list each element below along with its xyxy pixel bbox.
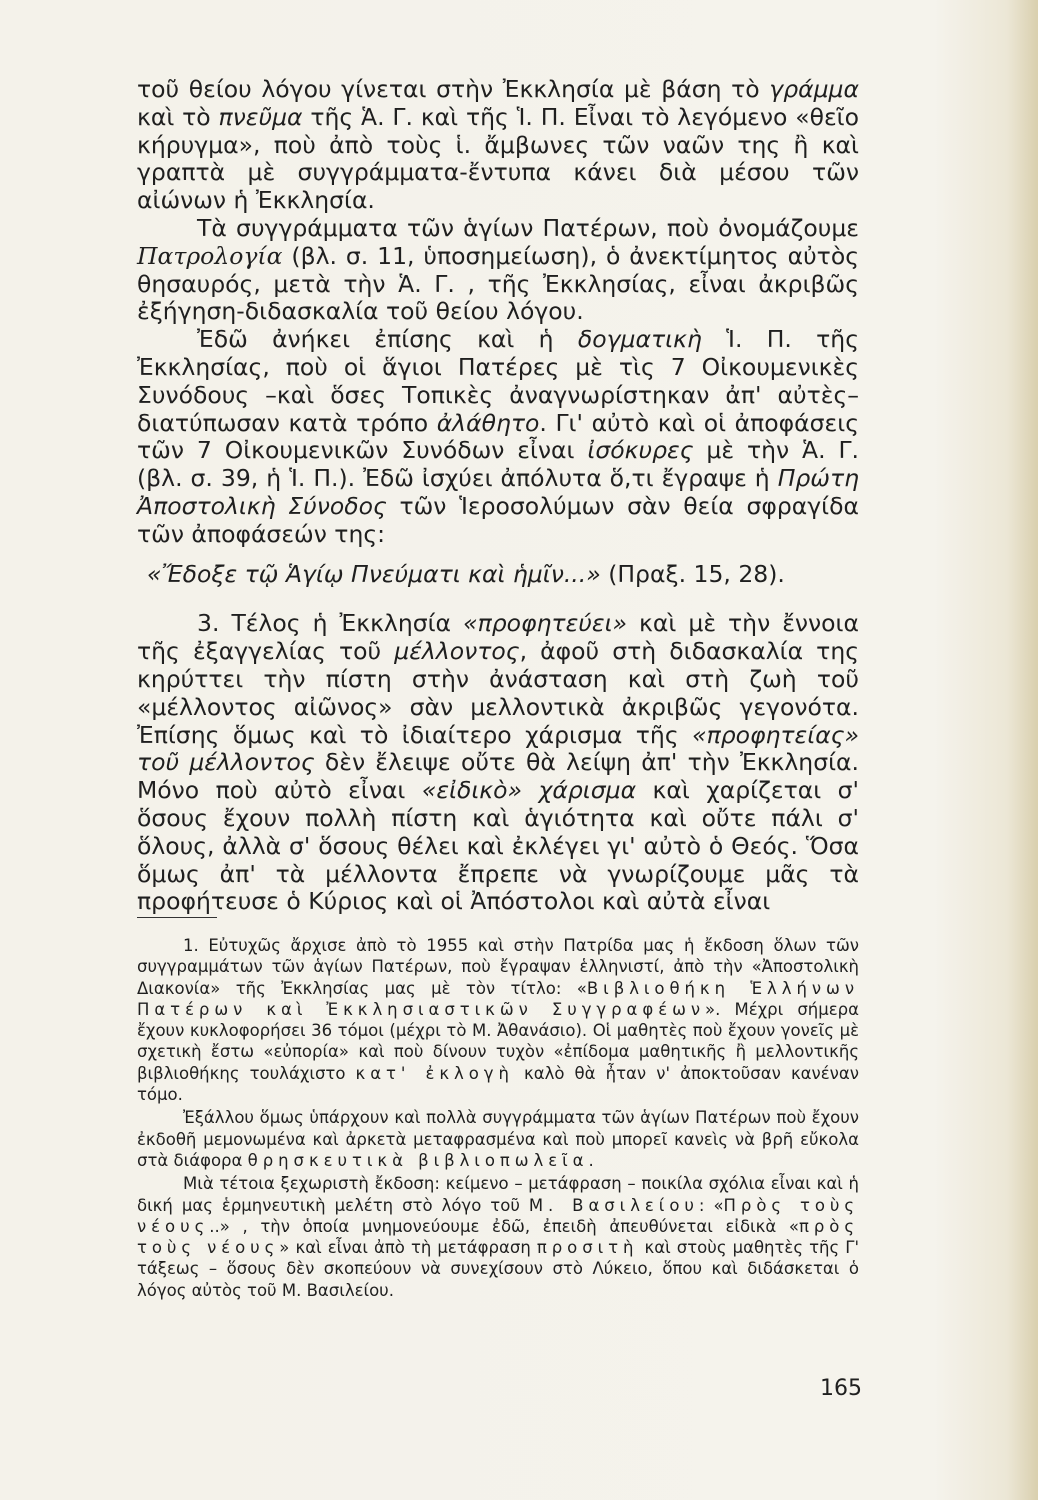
spaced-text: Πρὸς τοὺς νέους [137,1195,860,1236]
text-run: » καὶ εἶναι ἀπὸ τὴ μετάφραση [279,1238,537,1258]
text-run: Ἐδῶ ἀνήκει ἐπίσης καὶ ἡ [197,325,578,354]
page-number: 165 [820,1376,862,1401]
text-run: . [588,1150,594,1170]
text-run: (Πραξ. 15, 28). [600,559,785,588]
italic-text: ἀλάθητο [436,408,540,437]
text-run: καὶ στοὺς μαθητὲς τῆς Γ' τάξεως – ὅσους δὲν σκοπεύουν νὰ συνεχίσουν στὸ Λύκειο, ὅπου καὶ διδάσκεται ὁ λόγος αὐτὸς τοῦ Μ. Βασιλείου. [137,1238,859,1300]
italic-text: Πατρολογία [137,241,283,270]
text-run: Ἱ. Π. τῆς Ἐκκλησίας, ποὺ οἱ ἅγιοι Πατέρες μὲ τὶς 7 Οἰκουμενικὲς Συνόδους –καὶ ὅσες Τοπικὲς ἀναγνωρίστηκαν ἀπ' αὐτὲς– διατύπωσαν κατὰ τρόπο [137,325,859,437]
text-run: : « [698,1195,724,1215]
text-run: 3. Τέλος ἡ Ἐκκλησία [197,609,464,638]
text-run: δὲν ἔλειψε οὔτε θὰ λείψη ἀπ' τὴν Ἐκκλησία. Μόνο ποὺ αὐτὸ εἶναι [137,748,859,805]
block-quote [137,561,859,589]
main-text [137,76,859,916]
italic-text: μέλλοντος [394,637,520,666]
text-run: (βλ. σ. 11, ὑποσημείωση), ὁ ἀνεκτίμητος αὐτὸς θησαυρός, μετὰ τὴν Ἁ. Γ. , τῆς Ἐκκλησίας, εἶναι ἀκριβῶς ἐξήγηση-διδασκαλία τοῦ θείου λόγου. [137,241,859,326]
italic-text: ἰσόκυρες [587,436,694,465]
footnotes [137,935,859,1301]
paragraph-3 [137,326,859,548]
text-run: μὲ τὴν Ἁ. Γ. (βλ. σ. 39, ἡ Ἱ. Π.). Ἐδῶ ἰσχύει ἀπόλυτα ὅ,τι ἔγραψε ἡ [137,436,860,493]
spaced-text: πρὸς τοὺς νέους [137,1216,859,1258]
spaced-text: Μ. Βασιλείου [528,1195,699,1215]
footnote-1-para-2 [137,1107,859,1171]
italic-text: πνεῦμα [218,102,303,131]
spaced-text: προσιτὴ [536,1238,639,1258]
italic-text: γράμμα [769,75,859,103]
spaced-text: Βιβλιοθήκη Ἑλλήνων Πατέρων καὶ Ἐκκλησιαστικῶν Συγγραφέων [137,978,859,1019]
text-run: τοῦ θείου λόγου γίνεται στὴν Ἐκκλησία μὲ βάση τὸ [137,75,770,103]
text-run: , ἀφοῦ στὴ διδασκαλία της κηρύττει τὴν πίστη στὴν ἀνάσταση καὶ στὴ ζωὴ τοῦ «μέλλοντος αἰῶνος» σὰν μελλοντικὰ ἀκριβῶς γεγονότα. Ἐπίσης ὅμως καὶ τὸ ἰδιαίτερο χάρισμα τῆς [137,637,860,749]
text-run: καὶ τὸ [137,102,219,131]
spaced-text: θρησκευτικὰ βιβλιοπωλεῖα [247,1150,589,1170]
paragraph-2 [137,215,859,326]
text-run: ». Μέχρι σήμερα ἔχουν κυκλοφορήσει 36 τόμοι (μέχρι τὸ Μ. Ἀθανάσιο). Οἱ μαθητὲς ποὺ ἔχουν γονεῖς μὲ σχετικὴ ἔστω «εὐπορία» καὶ ποὺ δίνουν τυχὸν «ἐπίδομα μαθητικῆς ἢ μελλοντικῆς βιβλιοθήκης τουλάχιστο [137,999,859,1083]
italic-text: δογματικὴ [577,325,702,354]
text-run: τῆς Ἁ. Γ. καὶ τῆς Ἱ. Π. Εἶναι τὸ λεγόμενο «θεῖο κήρυγμα», ποὺ ἀπὸ τοὺς ἱ. ἄμβωνες τῶν ναῶν της ἢ καὶ γραπτὰ μὲ συγγράμματα-ἔντυπα κάνει διὰ μέσου τῶν αἰώνων ἡ Ἐκκλησία. [137,102,859,215]
footnote-1-para-3 [137,1173,859,1301]
spaced-text: κατ' ἐκλογὴ [355,1063,514,1083]
text-run: Μιὰ τέτοια ξεχωριστὴ ἔκδοση: κείμενο – μετάφραση – ποικίλα σχόλια εἶναι καὶ ἡ δική μας ἑρμηνευτικὴ μελέτη στὸ λόγο τοῦ [137,1174,859,1215]
text-run: καλὸ θὰ ἦταν ν' ἀποκτοῦσαν κανέναν τόμο. [137,1063,859,1105]
paragraph-1 [137,76,859,215]
text-run: ..» , τὴν ὁποία μνημονεύουμε ἐδῶ, ἐπειδὴ ἀπευθύνεται εἰδικὰ « [209,1216,799,1236]
footnote-1 [137,935,859,1105]
italic-text: «Ἔδοξε τῷ Ἁγίῳ Πνεύματι καὶ ἡμῖν...» [147,559,601,588]
text-run: καὶ χαρίζεται σ' ὅσους ἔχουν πολλὴ πίστη καὶ ἁγιότητα καὶ οὔτε πάλι σ' ὅλους, ἀλλὰ σ' ὅσους θέλει καὶ ἐκλέγει γι' αὐτὸ ὁ Θεός. Ὅσα ὅμως ἀπ' τὰ μέλλοντα ἔπρεπε νὰ γνωρίζουμε μᾶς τὰ προφήτευσε ὁ Κύριος καὶ οἱ Ἀπόστολοι καὶ αὐτὰ εἶναι [137,776,859,916]
text-run: 1. Εὐτυχῶς ἄρχισε ἀπὸ τὸ 1955 καὶ στὴν Πατρίδα μας ἡ ἔκδοση ὅλων τῶν συγγραμμάτων τῶν ἁγίων Πατέρων, ποὺ ἔγραψαν ἑλληνιστί, ἀπὸ τὴν «Ἀποστολικὴ Διακονία» τῆς Ἐκκλησίας μας μὲ τὸν τίτλο: « [137,936,859,998]
text-run: τῶν Ἱεροσολύμων σὰν θεία σφραγίδα τῶν ἀποφάσεών της: [137,491,859,548]
italic-text: «προφητείας» τοῦ μέλλοντος [137,720,859,777]
footnote-rule [137,917,217,918]
italic-text: «προφητεύει» [463,609,628,638]
text-run: καὶ μὲ τὴν ἔννοια τῆς ἐξαγγελίας τοῦ [137,609,859,666]
italic-text: «εἰδικὸ» χάρισμα [421,776,637,805]
text-run: Ἐξάλλου ὅμως ὑπάρχουν καὶ πολλὰ συγγράμματα τῶν ἁγίων Πατέρων ποὺ ἔχουν ἐκδοθῆ μεμονωμένα καὶ ἀρκετὰ μεταφρασμένα καὶ ποὺ μπορεῖ κανεὶς νὰ βρῆ εὔκολα στὰ διάφορα [137,1108,859,1170]
text-run: . Γι' αὐτὸ καὶ οἱ ἀποφάσεις τῶν 7 Οἰκουμενικῶν Συνόδων εἶναι [137,408,859,465]
text-run: Τὰ συγγράμματα τῶν ἁγίων Πατέρων, ποὺ ὀνομάζουμε [197,213,859,242]
italic-text: Πρώτη Ἀποστολικὴ Σύνοδος [137,464,859,520]
paragraph-4 [137,610,859,916]
